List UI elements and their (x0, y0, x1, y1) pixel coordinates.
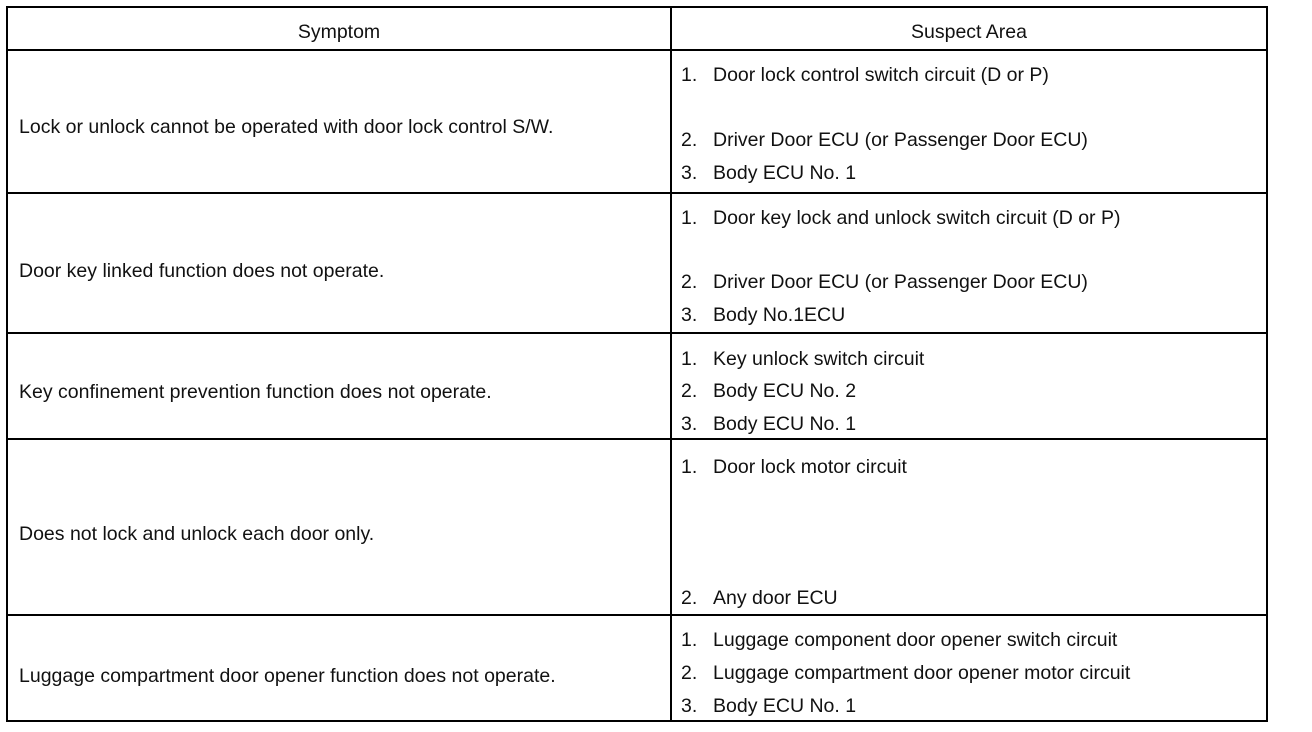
symptom-cell: Lock or unlock cannot be operated with door lock control S/W. (19, 116, 554, 138)
header-symptom: Symptom (297, 21, 381, 43)
item-number: 2. (681, 662, 698, 684)
suspect-item (681, 379, 856, 403)
item-text: Key unlock switch circuit (713, 348, 925, 370)
item-text: Body ECU No. 1 (713, 162, 857, 184)
item-number: 3. (681, 413, 698, 435)
item-number: 1. (681, 207, 698, 229)
item-text: Luggage component door opener switch circuit (713, 629, 1118, 651)
symptom-cell: Does not lock and unlock each door only. (19, 523, 375, 545)
item-text: Door lock motor circuit (713, 456, 907, 478)
row-divider (8, 614, 1266, 616)
item-text: Driver Door ECU (or Passenger Door ECU) (713, 129, 1088, 151)
row-divider (8, 438, 1266, 440)
suspect-item (681, 347, 924, 371)
item-number: 1. (681, 629, 698, 651)
symptom-cell: Luggage compartment door opener function does not operate. (19, 665, 556, 687)
suspect-item (681, 586, 838, 610)
suspect-item (681, 128, 1088, 152)
item-number: 1. (681, 64, 698, 86)
row-divider (8, 192, 1266, 194)
item-text: Luggage compartment door opener motor circuit (713, 662, 1131, 684)
item-text: Body ECU No. 1 (713, 695, 857, 717)
item-text: Body ECU No. 1 (713, 413, 857, 435)
item-text: Door lock control switch circuit (D or P) (713, 64, 1049, 86)
item-text: Body No.1ECU (713, 304, 846, 326)
suspect-item (681, 455, 907, 479)
item-number: 2. (681, 380, 698, 402)
item-number: 2. (681, 271, 698, 293)
item-text: Door key lock and unlock switch circuit (D or P) (713, 207, 1121, 229)
troubleshooting-table (6, 6, 1268, 722)
symptom-cell: Door key linked function does not operate. (19, 260, 385, 282)
row-divider (8, 332, 1266, 334)
header-suspect-area: Suspect Area (911, 21, 1027, 43)
suspect-item (681, 161, 856, 185)
item-number: 1. (681, 456, 698, 478)
item-text: Body ECU No. 2 (713, 380, 857, 402)
suspect-item (681, 412, 856, 436)
item-number: 3. (681, 304, 698, 326)
suspect-item (681, 694, 856, 718)
item-number: 3. (681, 695, 698, 717)
item-number: 2. (681, 129, 698, 151)
suspect-item (681, 628, 1117, 652)
suspect-item (681, 270, 1088, 294)
suspect-item (681, 206, 1120, 230)
suspect-item (681, 63, 1049, 87)
item-text: Any door ECU (713, 587, 838, 609)
item-text: Driver Door ECU (or Passenger Door ECU) (713, 271, 1088, 293)
item-number: 1. (681, 348, 698, 370)
header-divider (8, 49, 1266, 51)
suspect-item (681, 661, 1130, 685)
suspect-item (681, 303, 845, 327)
item-number: 2. (681, 587, 698, 609)
item-number: 3. (681, 162, 698, 184)
symptom-cell: Key confinement prevention function does not operate. (19, 381, 492, 403)
